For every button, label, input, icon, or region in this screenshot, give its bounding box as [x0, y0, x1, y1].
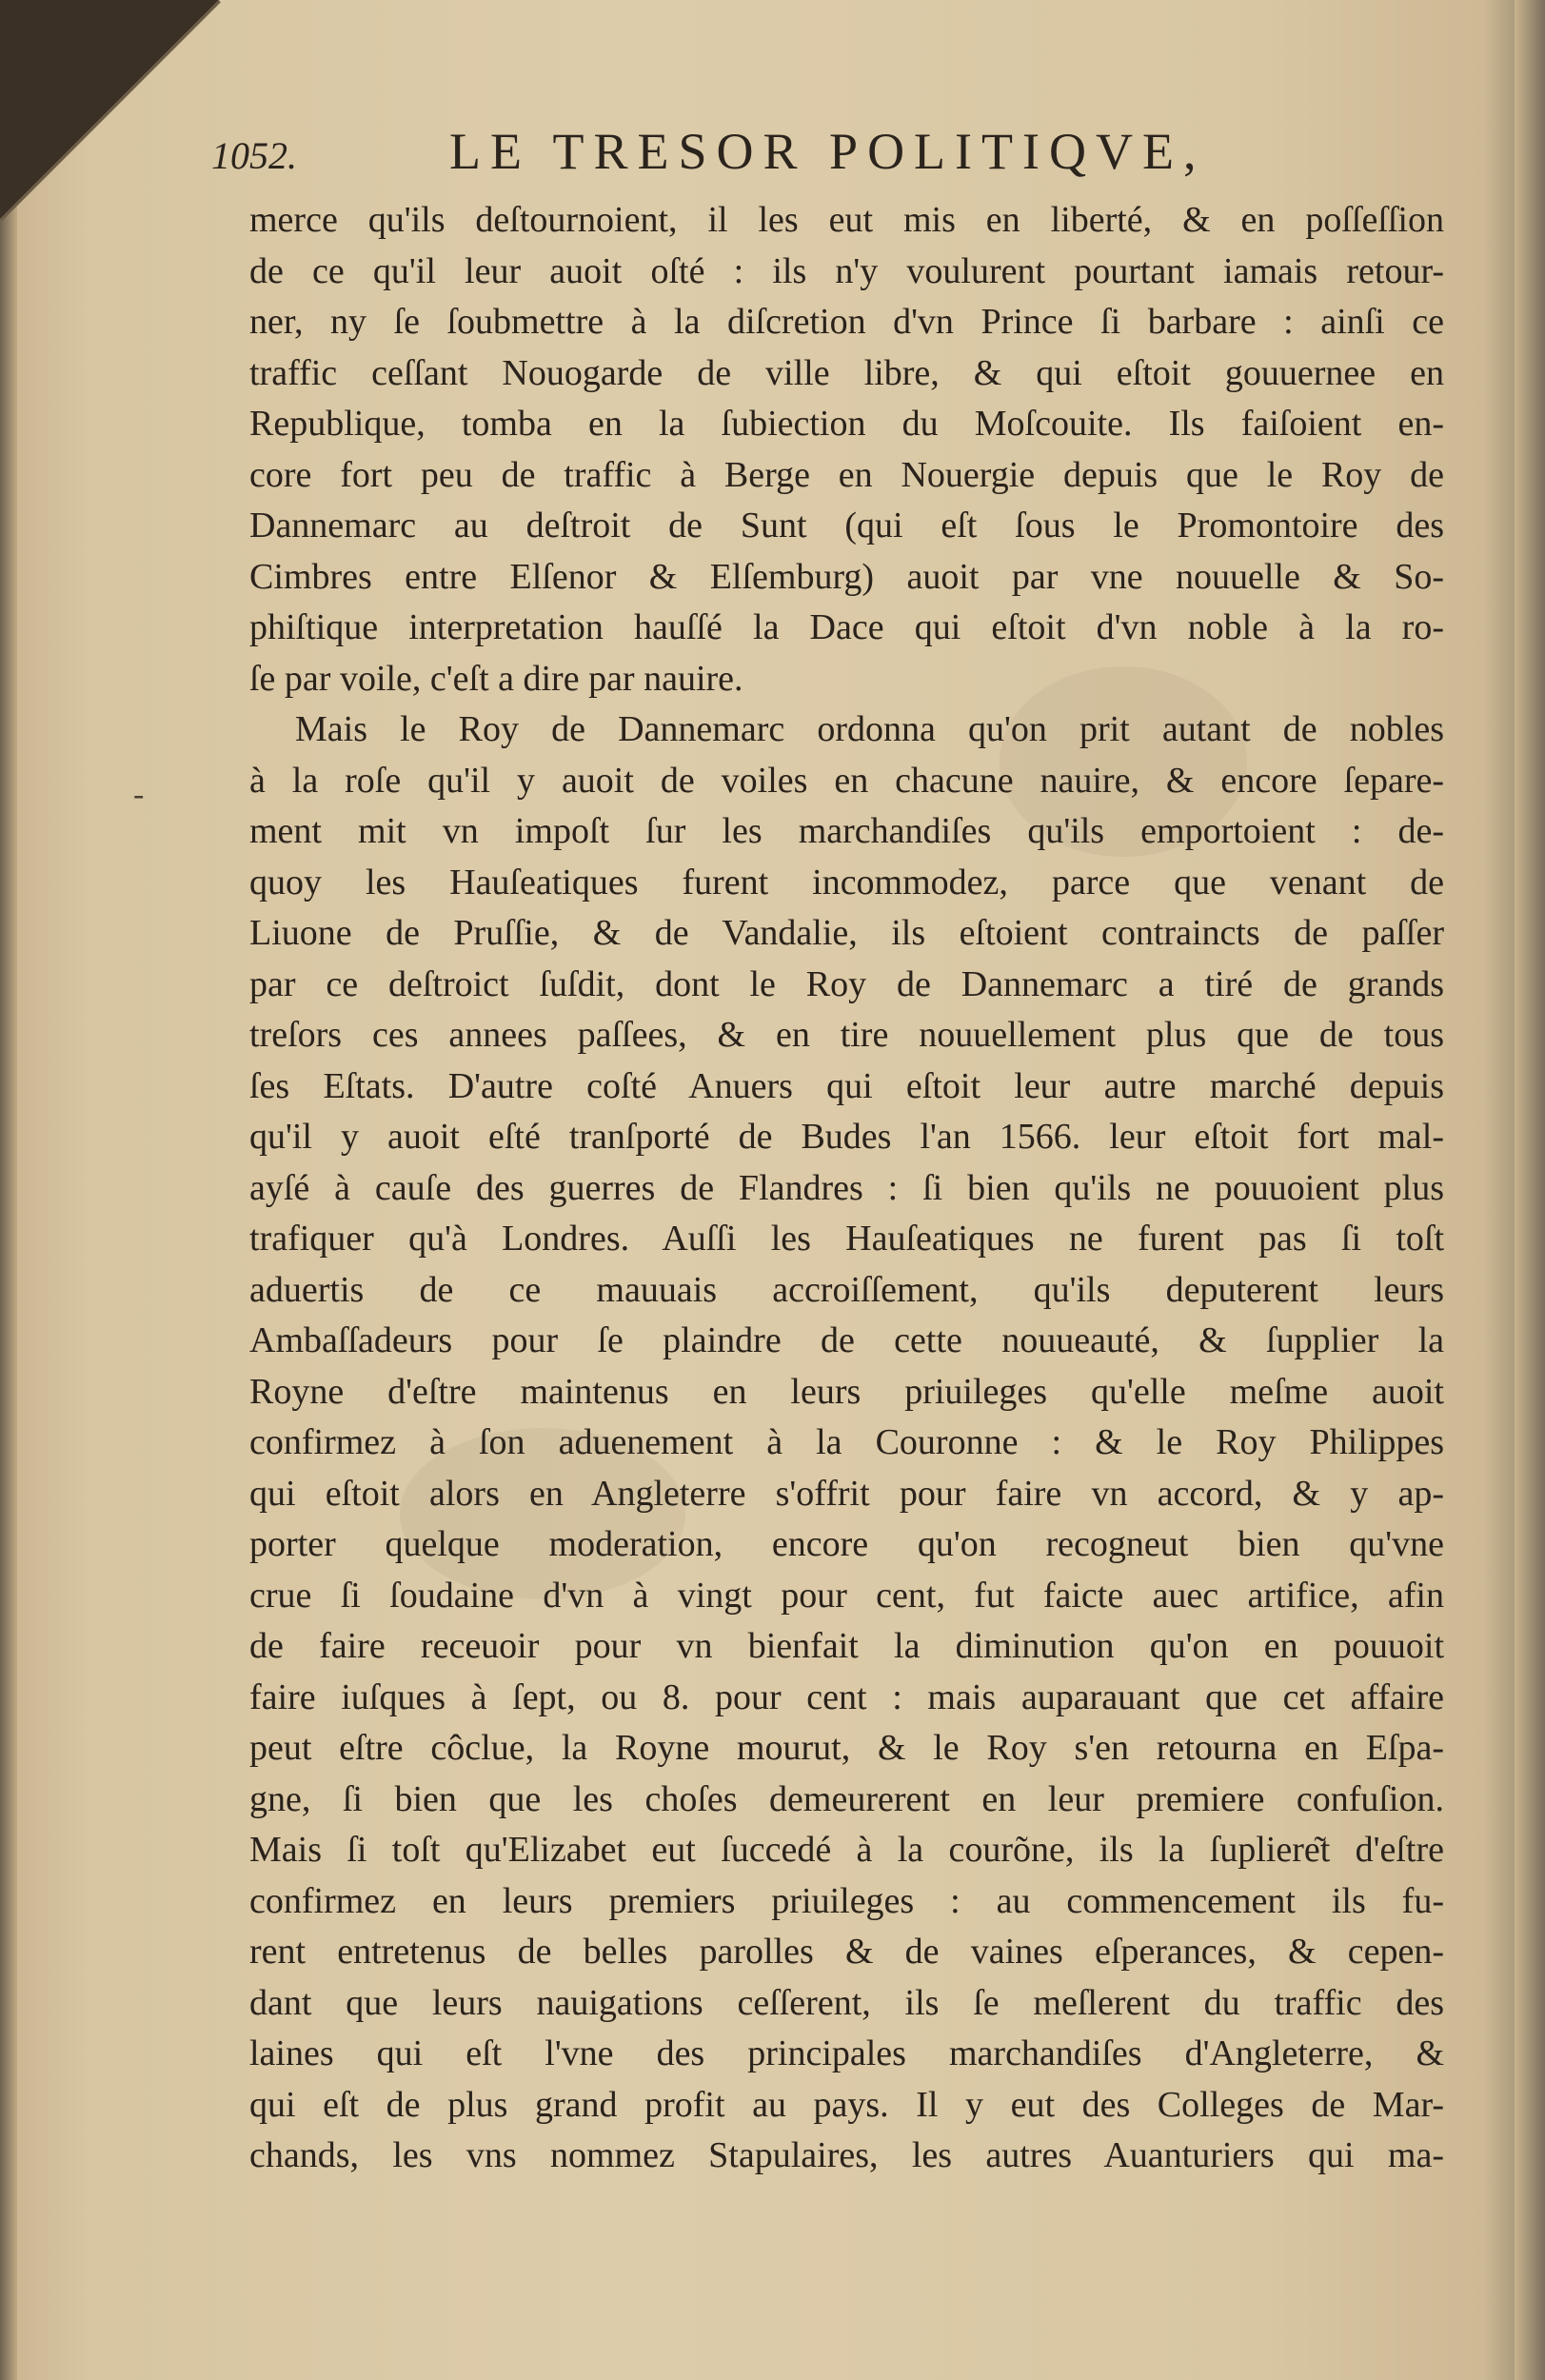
text-line: ſe par voile, c'eſt a dire par nauire. — [249, 658, 743, 699]
text-line: par ce deſtroict ſuſdit, dont le Roy de Dannemarc a tiré de grands — [249, 963, 1444, 1004]
text-line: Mais ſi toſt qu'Elizabet eut ſuccedé à la courõne, ils la ſupliere͂t d'eſtre — [249, 1830, 1444, 1870]
text-line: confirmez à ſon aduenement à la Couronne : & le Roy Philippes — [249, 1422, 1444, 1462]
text-line: chands, les vns nommez Stapulaires, les autres Auanturiers qui ma- — [249, 2135, 1444, 2175]
text-line: Dannemarc au deſtroit de Sunt (qui eſt ſous le Promontoire des — [249, 506, 1444, 545]
text-line: qu'il y auoit eſté tranſporté de Budes l'an 1566. leur eſtoit fort mal- — [249, 1117, 1444, 1157]
page-header — [211, 122, 1306, 188]
text-line: phiſtique interpretation hauſſé la Dace qui eſtoit d'vn noble à la ro- — [249, 607, 1444, 647]
text-line: faire iuſques à ſept, ou 8. pour cent : mais auparauant que cet affaire — [249, 1676, 1444, 1717]
text-line: Royne d'eſtre maintenus en leurs priuileges qu'elle meſme auoit — [249, 1371, 1444, 1412]
text-line: trafiquer qu'à Londres. Auſſi les Hauſeatiques ne furent pas ſi toſt — [249, 1219, 1444, 1259]
text-line: aduertis de ce mauuais accroiſſement, qu'ils deputerent leurs — [249, 1269, 1444, 1310]
text-line: Republique, tomba en la ſubiection du Moſcouite. Ils faiſoient en- — [249, 404, 1444, 444]
text-line: de ce qu'il leur auoit oſté : ils n'y voulurent pourtant iamais retour- — [249, 250, 1444, 291]
binding-gutter — [0, 0, 17, 2380]
text-line: ment mit vn impoſt ſur les marchandiſes qu'ils emportoient : de- — [249, 811, 1444, 851]
text-line: dant que leurs nauigations ceſſerent, ils ſe meſlerent du traffic des — [249, 1982, 1444, 2023]
text-line: treſors ces annees paſſees, & en tire nouuellement plus que de tous — [249, 1015, 1444, 1055]
margin-mark: - — [133, 777, 145, 812]
text-line: core fort peu de traffic à Berge en Nouergie depuis que le Roy de — [249, 454, 1444, 495]
text-line: crue ſi ſoudaine d'vn à vingt pour cent, fut faicte auec artifice, afin — [249, 1575, 1444, 1616]
text-line: Ambaſſadeurs pour ſe plaindre de cette nouueauté, & ſupplier la — [249, 1320, 1444, 1360]
text-line: gne, ſi bien que les choſes demeurerent en leur premiere confuſion. — [249, 1778, 1444, 1819]
text-line: ſes Eſtats. D'autre coſté Anuers qui eſtoit leur autre marché depuis — [249, 1065, 1444, 1106]
text-line: merce qu'ils deſtournoient, il les eut mis en liberté, & en poſſeſſion — [249, 200, 1444, 240]
text-line: confirmez en leurs premiers priuileges : au commencement ils fu- — [249, 1880, 1444, 1921]
text-line: porter quelque moderation, encore qu'on recogneut bien qu'vne — [249, 1524, 1444, 1564]
text-line: à la roſe qu'il y auoit de voiles en chacune nauire, & encore ſepare- — [249, 760, 1444, 801]
text-line: qui eſt de plus grand profit au pays. Il y eut des Colleges de Mar- — [249, 2084, 1444, 2125]
text-line: laines qui eſt l'vne des principales marchandiſes d'Angleterre, & — [249, 2033, 1444, 2073]
page-number: 1052. — [211, 134, 297, 177]
text-line: ayſé à cauſe des guerres de Flandres : ſi bien qu'ils ne pouuoient plus — [249, 1167, 1444, 1208]
text-line: qui eſtoit alors en Angleterre s'offrit pour faire vn accord, & y ap- — [249, 1473, 1444, 1514]
text-line: ner, ny ſe ſoubmettre à la diſcretion d'vn Prince ſi barbare : ainſi ce — [249, 302, 1444, 342]
body-text — [249, 195, 1444, 2182]
text-line: de faire receuoir pour vn bienfait la diminution qu'on en pouuoit — [249, 1626, 1444, 1666]
page-edge-shadow — [1515, 0, 1545, 2380]
text-line: traffic ceſſant Nouogarde de ville libre, & qui eſtoit gouuernee en — [249, 352, 1444, 393]
running-head: LE TRESOR POLITIQVE, — [449, 123, 1206, 180]
text-line: quoy les Hauſeatiques furent incommodez, parce que venant de — [249, 862, 1444, 902]
text-line: Mais le Roy de Dannemarc ordonna qu'on prit autant de nobles — [295, 709, 1444, 749]
text-line: Liuone de Pruſſie, & de Vandalie, ils eſtoient contraincts de paſſer — [249, 913, 1444, 953]
text-line: Cimbres entre Elſenor & Elſemburg) auoit par vne nouuelle & So- — [249, 556, 1444, 597]
text-line: peut eſtre côclue, la Royne mourut, & le Roy s'en retourna en Eſpa- — [249, 1728, 1444, 1768]
text-line: rent entretenus de belles parolles & de vaines eſperances, & cepen- — [249, 1932, 1444, 1972]
